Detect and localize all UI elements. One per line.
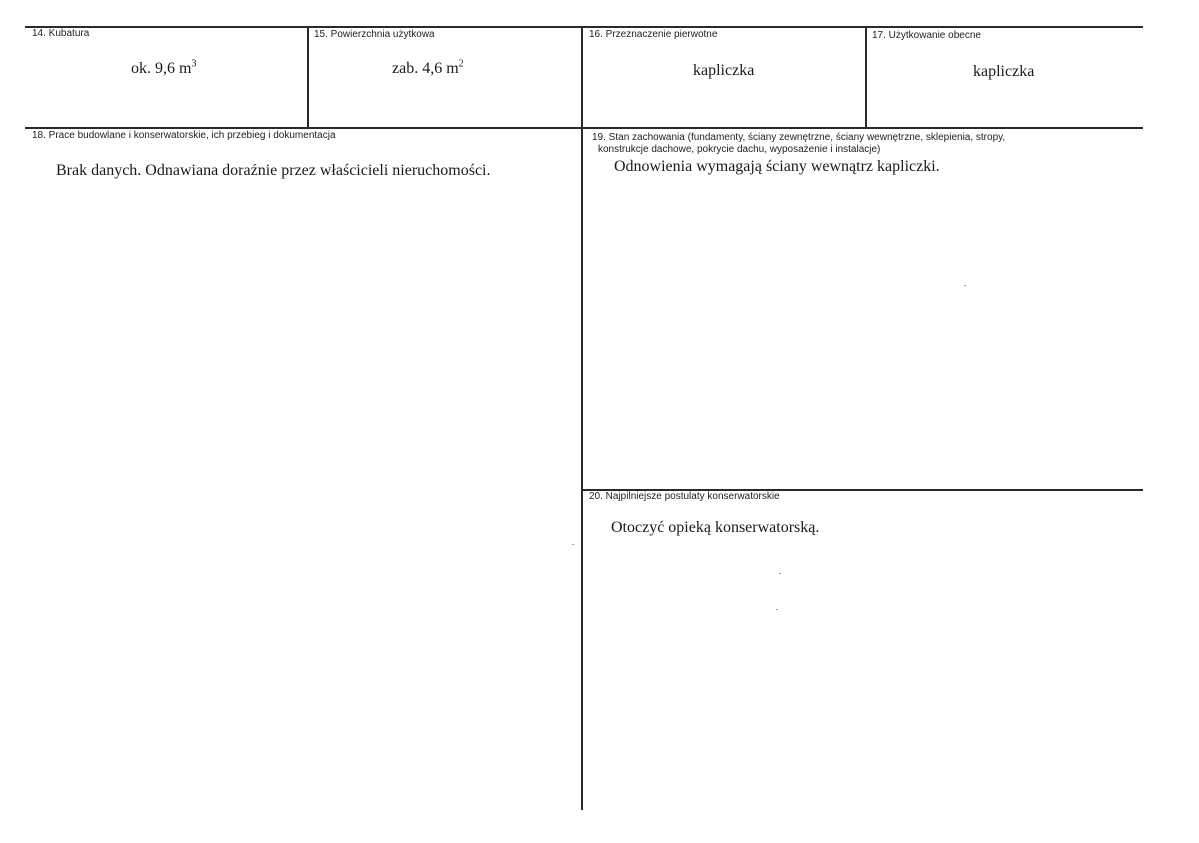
field-15-value-text: zab. 4,6 m — [392, 60, 459, 77]
field-16-label: 16. Przeznaczenie pierwotne — [589, 29, 718, 40]
field-18-value: Brak danych. Odnawiana doraźnie przez właścicieli nieruchomości. — [56, 162, 491, 179]
field-18-label: 18. Prace budowlane i konserwatorskie, ich przebieg i dokumentacja — [32, 130, 336, 141]
top-border — [25, 26, 1143, 28]
field-20-value: Otoczyć opieką konserwatorską. — [611, 519, 820, 536]
field-16-value: kapliczka — [693, 62, 755, 79]
field-19-value: Odnowienia wymagają ściany wewnątrz kapliczki. — [614, 158, 940, 175]
col-divider-2 — [581, 26, 583, 810]
field-15-value-sup: 2 — [458, 58, 464, 70]
field-17-value: kapliczka — [973, 63, 1035, 80]
scan-speck — [779, 573, 781, 574]
scan-speck — [572, 544, 574, 545]
row-divider — [25, 127, 1143, 129]
field-15-value — [392, 60, 464, 78]
field-15-label: 15. Powierzchnia użytkowa — [314, 29, 435, 40]
field-19-label-line2: konstrukcje dachowe, pokrycie dachu, wyposażenie i instalacje) — [598, 144, 881, 155]
col-divider-1 — [307, 26, 309, 127]
field-20-label: 20. Najpilniejsze postulaty konserwatorskie — [589, 491, 780, 502]
field-14-value — [131, 60, 196, 78]
col-divider-3 — [865, 26, 867, 127]
field-17-label: 17. Użytkowanie obecne — [872, 30, 981, 41]
field-19-label-line1: 19. Stan zachowania (fundamenty, ściany zewnętrzne, ściany wewnętrzne, sklepienia, stropy, — [592, 132, 1006, 143]
field-14-label: 14. Kubatura — [32, 28, 90, 39]
scan-speck — [776, 609, 778, 610]
scan-speck — [964, 285, 966, 286]
field-14-value-sup: 3 — [191, 58, 197, 70]
field-14-value-text: ok. 9,6 m — [131, 60, 192, 77]
